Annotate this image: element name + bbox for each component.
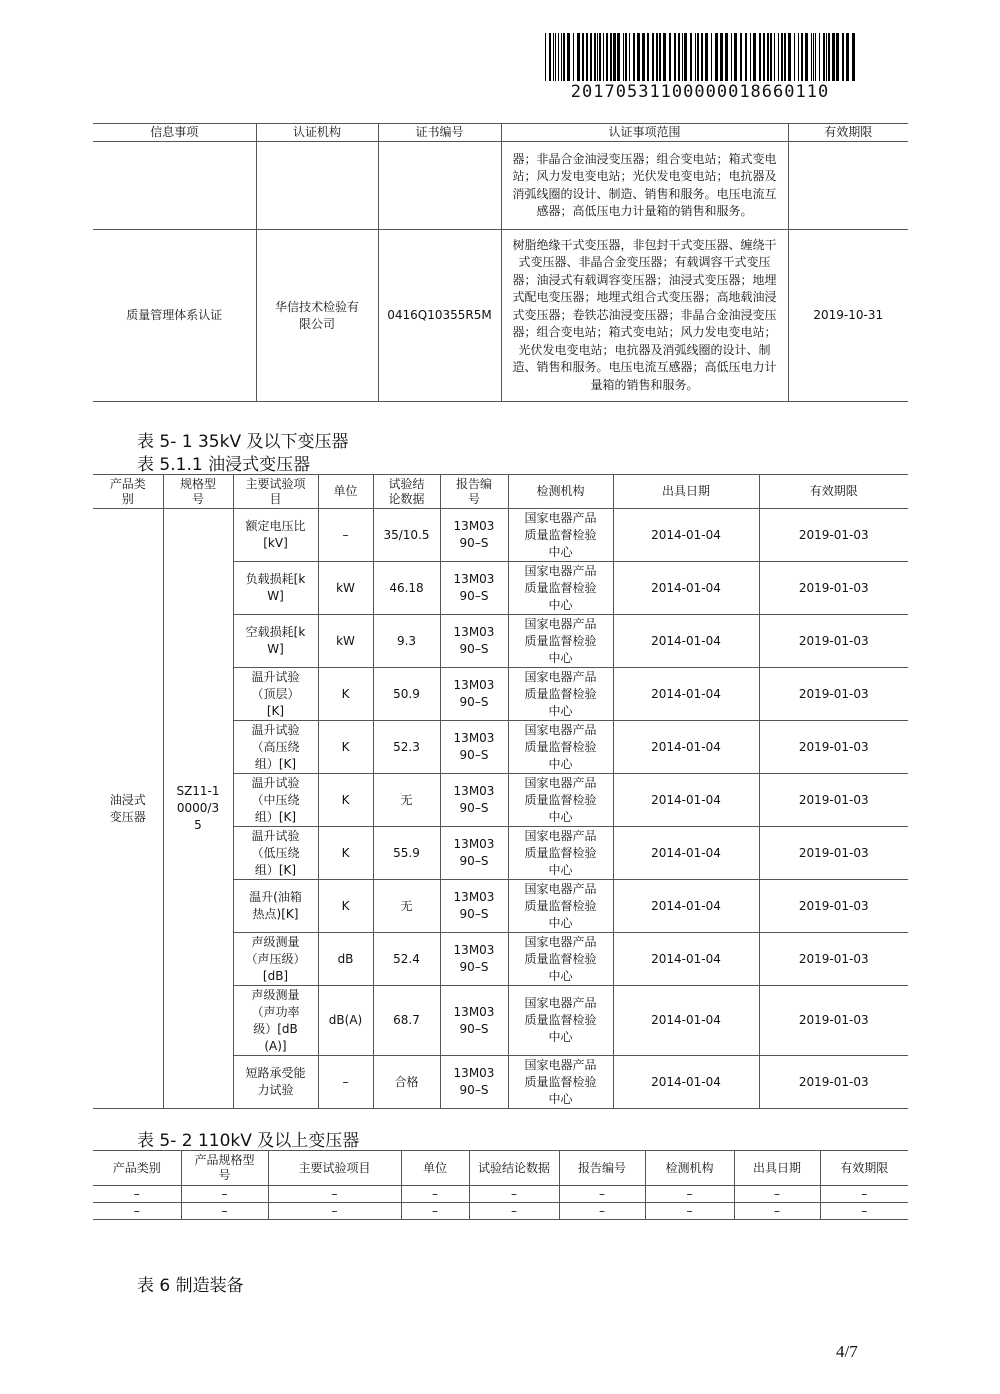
header-cell: 证书编号 bbox=[378, 124, 501, 142]
barcode-bar bbox=[711, 33, 712, 81]
barcode-bar bbox=[767, 33, 769, 81]
header-unit: 单位 bbox=[318, 475, 373, 509]
table-header-row bbox=[93, 1151, 908, 1186]
barcode-bar bbox=[603, 33, 604, 81]
barcode-bar bbox=[561, 33, 562, 81]
barcode-bar bbox=[555, 33, 556, 81]
unit-cell: K bbox=[318, 774, 373, 827]
unit-cell: dB(A) bbox=[318, 986, 373, 1056]
barcode-bar bbox=[819, 33, 820, 81]
barcode-bar bbox=[781, 33, 783, 81]
result-cell: 50.9 bbox=[373, 668, 440, 721]
barcode-bar bbox=[597, 33, 598, 81]
test-org-cell: 国家电器产品质量监督检验中心 bbox=[508, 774, 613, 827]
barcode-bar bbox=[553, 33, 554, 81]
header-unit: 单位 bbox=[401, 1151, 469, 1186]
barcode-bar bbox=[715, 33, 718, 81]
report-number-cell: 13M0390–S bbox=[440, 774, 508, 827]
barcode-bar bbox=[563, 33, 565, 81]
valid-until-cell: 2019-10-31 bbox=[788, 230, 908, 402]
cert-number-cell bbox=[378, 142, 501, 230]
empty-value-cell: – bbox=[181, 1186, 268, 1203]
empty-value-cell: – bbox=[820, 1186, 908, 1203]
barcode-bar bbox=[590, 33, 592, 81]
barcode-bar bbox=[613, 33, 616, 81]
header-test-org: 检测机构 bbox=[645, 1151, 734, 1186]
barcode-bar bbox=[617, 33, 620, 81]
barcode-number: 20170531100000018660110 bbox=[570, 82, 830, 102]
table-header-row bbox=[93, 475, 908, 509]
issue-date-cell: 2014-01-04 bbox=[613, 668, 759, 721]
barcode-bar bbox=[826, 33, 827, 81]
valid-until-cell: 2019-01-03 bbox=[759, 774, 908, 827]
barcode-bar bbox=[678, 33, 680, 81]
issue-date-cell: 2014-01-04 bbox=[613, 1056, 759, 1109]
barcode-bar bbox=[549, 33, 551, 81]
issue-date-cell: 2014-01-04 bbox=[613, 880, 759, 933]
barcode-bar bbox=[836, 33, 839, 81]
table-row bbox=[93, 1186, 908, 1203]
barcode-bar bbox=[745, 33, 747, 81]
test-org-cell: 国家电器产品质量监督检验中心 bbox=[508, 668, 613, 721]
barcode-bar bbox=[763, 33, 765, 81]
test-item-cell: 声级测量（声功率级）[dB(A)] bbox=[233, 986, 318, 1056]
barcode-bar bbox=[720, 33, 723, 81]
info-item-cell bbox=[93, 142, 256, 230]
barcode-bar bbox=[545, 33, 546, 81]
valid-until-cell: 2019-01-03 bbox=[759, 721, 908, 774]
caption-table-5-2: 表 5- 2 110kV 及以上变压器 bbox=[137, 1131, 360, 1151]
caption-table-6: 表 6 制造装备 bbox=[137, 1276, 244, 1296]
empty-value-cell: – bbox=[268, 1186, 401, 1203]
test-org-cell: 国家电器产品质量监督检验中心 bbox=[508, 933, 613, 986]
header-cell: 认证事项范围 bbox=[501, 124, 788, 142]
barcode-bar bbox=[610, 33, 612, 81]
report-number-cell: 13M0390–S bbox=[440, 986, 508, 1056]
barcode-bar bbox=[558, 33, 559, 81]
unit-cell: dB bbox=[318, 933, 373, 986]
valid-until-cell: 2019-01-03 bbox=[759, 986, 908, 1056]
empty-value-cell: – bbox=[93, 1186, 181, 1203]
result-cell: 55.9 bbox=[373, 827, 440, 880]
issue-date-cell: 2014-01-04 bbox=[613, 615, 759, 668]
valid-until-cell: 2019-01-03 bbox=[759, 668, 908, 721]
test-item-cell: 温升试验（中压绕组）[K] bbox=[233, 774, 318, 827]
barcode-bar bbox=[697, 33, 699, 81]
barcode-bar bbox=[842, 33, 844, 81]
report-number-cell: 13M0390–S bbox=[440, 668, 508, 721]
barcode-bar bbox=[753, 33, 756, 81]
cert-scope-cell: 树脂绝缘干式变压器，非包封干式变压器、缠绕干式变压器、非晶合金变压器；有载调容干式变压器；油浸式有载调容变压器；油浸式变压器；地埋式配电变压器；地埋式组合式变压器；高地载油浸式变压器；卷铁芯油浸变压器；非晶合金油浸变压器；组合变电站；箱式变电站；风力发电变电站；光伏发电变电站；电抗器及消弧线圈的设计、制造、销售和服务。电压电流互感器；高低压电力计量箱的销售和服务。 bbox=[501, 230, 788, 402]
barcode-bar bbox=[701, 33, 703, 81]
empty-value-cell: – bbox=[268, 1203, 401, 1220]
barcode-bar bbox=[798, 33, 799, 81]
barcode-bar bbox=[740, 33, 742, 81]
test-org-cell: 国家电器产品质量监督检验中心 bbox=[508, 615, 613, 668]
table-row bbox=[93, 1203, 908, 1220]
barcode-bar bbox=[577, 33, 580, 81]
empty-value-cell: – bbox=[401, 1203, 469, 1220]
table-row bbox=[93, 142, 908, 230]
barcode-bar bbox=[599, 33, 601, 81]
barcode bbox=[545, 33, 857, 81]
barcode-bar bbox=[637, 33, 640, 81]
test-item-cell: 负载损耗[kW] bbox=[233, 562, 318, 615]
barcode-bar bbox=[606, 33, 608, 81]
test-item-cell: 温升(油箱热点)[K] bbox=[233, 880, 318, 933]
issue-date-cell: 2014-01-04 bbox=[613, 933, 759, 986]
caption-table-5-1: 表 5- 1 35kV 及以下变压器 bbox=[137, 432, 349, 452]
barcode-bar bbox=[629, 33, 630, 81]
valid-until-cell: 2019-01-03 bbox=[759, 880, 908, 933]
issue-date-cell: 2014-01-04 bbox=[613, 721, 759, 774]
unit-cell: K bbox=[318, 721, 373, 774]
report-number-cell: 13M0390–S bbox=[440, 880, 508, 933]
barcode-bar bbox=[684, 33, 687, 81]
unit-cell: – bbox=[318, 1056, 373, 1109]
barcode-bar bbox=[674, 33, 676, 81]
valid-until-cell: 2019-01-03 bbox=[759, 615, 908, 668]
empty-value-cell: – bbox=[401, 1186, 469, 1203]
barcode-bar bbox=[625, 33, 627, 81]
header-test-item: 主要试验项目 bbox=[233, 475, 318, 509]
test-item-cell: 额定电压比[kV] bbox=[233, 509, 318, 562]
barcode-bar bbox=[784, 33, 786, 81]
caption-table-5-1-1: 表 5.1.1 油浸式变压器 bbox=[137, 455, 311, 475]
unit-cell: K bbox=[318, 880, 373, 933]
empty-value-cell: – bbox=[93, 1203, 181, 1220]
header-result: 试验结论数据 bbox=[469, 1151, 559, 1186]
cert-org-cell bbox=[256, 142, 378, 230]
test-org-cell: 国家电器产品质量监督检验中心 bbox=[508, 986, 613, 1056]
barcode-bar bbox=[573, 33, 574, 81]
cert-number-cell: 0416Q10355R5M bbox=[378, 230, 501, 402]
report-number-cell: 13M0390–S bbox=[440, 509, 508, 562]
barcode-bar bbox=[788, 33, 791, 81]
report-number-cell: 13M0390–S bbox=[440, 562, 508, 615]
header-issue-date: 出具日期 bbox=[734, 1151, 820, 1186]
empty-value-cell: – bbox=[734, 1203, 820, 1220]
barcode-bar bbox=[815, 33, 816, 81]
barcode-bar bbox=[695, 33, 696, 81]
report-number-cell: 13M0390–S bbox=[440, 615, 508, 668]
header-product-type: 产品类别 bbox=[93, 475, 163, 509]
empty-value-cell: – bbox=[559, 1203, 645, 1220]
header-cell: 信息事项 bbox=[93, 124, 256, 142]
header-issue-date: 出具日期 bbox=[613, 475, 759, 509]
result-cell: 9.3 bbox=[373, 615, 440, 668]
result-cell: 52.3 bbox=[373, 721, 440, 774]
test-item-cell: 空载损耗[kW] bbox=[233, 615, 318, 668]
test-item-cell: 短路承受能力试验 bbox=[233, 1056, 318, 1109]
issue-date-cell: 2014-01-04 bbox=[613, 986, 759, 1056]
issue-date-cell: 2014-01-04 bbox=[613, 827, 759, 880]
unit-cell: – bbox=[318, 509, 373, 562]
valid-until-cell: 2019-01-03 bbox=[759, 1056, 908, 1109]
empty-value-cell: – bbox=[820, 1203, 908, 1220]
oil-transformer-test-table bbox=[93, 474, 908, 1109]
header-test-org: 检测机构 bbox=[508, 475, 613, 509]
result-cell: 52.4 bbox=[373, 933, 440, 986]
test-org-cell: 国家电器产品质量监督检验中心 bbox=[508, 1056, 613, 1109]
cert-scope-cell: 器；非晶合金油浸变压器；组合变电站；箱式变电站；风力发电变电站；光伏发电变电站；电抗器及消弧线圈的设计、制造、销售和服务。电压电流互感器；高低压电力计量箱的销售和服务。 bbox=[501, 142, 788, 230]
barcode-bar bbox=[647, 33, 649, 81]
unit-cell: K bbox=[318, 668, 373, 721]
valid-until-cell: 2019-01-03 bbox=[759, 827, 908, 880]
unit-cell: kW bbox=[318, 562, 373, 615]
barcode-bar bbox=[682, 33, 683, 81]
barcode-bar bbox=[774, 33, 775, 81]
header-report-no: 报告编号 bbox=[559, 1151, 645, 1186]
unit-cell: K bbox=[318, 827, 373, 880]
barcode-bar bbox=[778, 33, 779, 81]
barcode-bar bbox=[659, 33, 661, 81]
barcode-bar bbox=[633, 33, 635, 81]
unit-cell: kW bbox=[318, 615, 373, 668]
table-row bbox=[93, 509, 908, 562]
cert-org-cell: 华信技术检验有限公司 bbox=[256, 230, 378, 402]
result-cell: 35/10.5 bbox=[373, 509, 440, 562]
empty-value-cell: – bbox=[559, 1186, 645, 1203]
barcode-bar bbox=[656, 33, 658, 81]
barcode-bar bbox=[642, 33, 645, 81]
barcode-bar bbox=[811, 33, 812, 81]
report-number-cell: 13M0390–S bbox=[440, 827, 508, 880]
info-item-cell: 质量管理体系认证 bbox=[93, 230, 256, 402]
empty-value-cell: – bbox=[469, 1203, 559, 1220]
page-number: 4/7 bbox=[836, 1342, 858, 1361]
barcode-bar bbox=[652, 33, 654, 81]
test-item-cell: 温升试验（顶层）[K] bbox=[233, 668, 318, 721]
empty-value-cell: – bbox=[645, 1186, 734, 1203]
test-item-cell: 温升试验（低压绕组）[K] bbox=[233, 827, 318, 880]
header-product-type: 产品类别 bbox=[93, 1151, 181, 1186]
valid-until-cell: 2019-01-03 bbox=[759, 562, 908, 615]
barcode-bar bbox=[731, 33, 732, 81]
empty-value-cell: – bbox=[645, 1203, 734, 1220]
barcode-bar bbox=[828, 33, 830, 81]
table-header-row bbox=[93, 124, 908, 142]
header-model: 规格型号 bbox=[163, 475, 233, 509]
empty-value-cell: – bbox=[181, 1203, 268, 1220]
test-org-cell: 国家电器产品质量监督检验中心 bbox=[508, 880, 613, 933]
issue-date-cell: 2014-01-04 bbox=[613, 509, 759, 562]
barcode-bar bbox=[750, 33, 751, 81]
result-cell: 68.7 bbox=[373, 986, 440, 1056]
empty-value-cell: – bbox=[734, 1186, 820, 1203]
result-cell: 46.18 bbox=[373, 562, 440, 615]
result-cell: 无 bbox=[373, 774, 440, 827]
barcode-bar bbox=[794, 33, 795, 81]
report-number-cell: 13M0390–S bbox=[440, 1056, 508, 1109]
empty-value-cell: – bbox=[469, 1186, 559, 1203]
valid-until-cell bbox=[788, 142, 908, 230]
barcode-bar bbox=[586, 33, 588, 81]
valid-until-cell: 2019-01-03 bbox=[759, 509, 908, 562]
header-test-item: 主要试验项目 bbox=[268, 1151, 401, 1186]
test-org-cell: 国家电器产品质量监督检验中心 bbox=[508, 827, 613, 880]
barcode-bar bbox=[759, 33, 761, 81]
barcode-bar bbox=[705, 33, 708, 81]
barcode-bar bbox=[567, 33, 570, 81]
barcode-bar bbox=[770, 33, 772, 81]
barcode-bar bbox=[852, 33, 855, 81]
barcode-bar bbox=[725, 33, 728, 81]
barcode-bar bbox=[623, 33, 624, 81]
test-org-cell: 国家电器产品质量监督检验中心 bbox=[508, 509, 613, 562]
barcode-bar bbox=[690, 33, 692, 81]
barcode-bar bbox=[823, 33, 825, 81]
issue-date-cell: 2014-01-04 bbox=[613, 562, 759, 615]
valid-until-cell: 2019-01-03 bbox=[759, 933, 908, 986]
product-type-cell: 油浸式变压器 bbox=[93, 509, 163, 1109]
hv-transformer-test-table bbox=[93, 1150, 908, 1220]
barcode-bar bbox=[805, 33, 808, 81]
barcode-bar bbox=[734, 33, 737, 81]
model-cell: SZ11-10000/35 bbox=[163, 509, 233, 1109]
table-row bbox=[93, 230, 908, 402]
barcode-bar bbox=[594, 33, 596, 81]
barcode-bar bbox=[582, 33, 584, 81]
test-org-cell: 国家电器产品质量监督检验中心 bbox=[508, 721, 613, 774]
issue-date-cell: 2014-01-04 bbox=[613, 774, 759, 827]
header-valid-until: 有效期限 bbox=[820, 1151, 908, 1186]
header-result: 试验结论数据 bbox=[373, 475, 440, 509]
header-cell: 认证机构 bbox=[256, 124, 378, 142]
barcode-bar bbox=[813, 33, 814, 81]
result-cell: 无 bbox=[373, 880, 440, 933]
header-report-no: 报告编号 bbox=[440, 475, 508, 509]
header-model: 产品规格型号 bbox=[181, 1151, 268, 1186]
barcode-bar bbox=[832, 33, 835, 81]
barcode-bar bbox=[663, 33, 666, 81]
report-number-cell: 13M0390–S bbox=[440, 721, 508, 774]
test-item-cell: 温升试验（高压绕组）[K] bbox=[233, 721, 318, 774]
test-item-cell: 声级测量（声压级）[dB] bbox=[233, 933, 318, 986]
header-valid-until: 有效期限 bbox=[759, 475, 908, 509]
report-number-cell: 13M0390–S bbox=[440, 933, 508, 986]
barcode-bar bbox=[846, 33, 849, 81]
test-org-cell: 国家电器产品质量监督检验中心 bbox=[508, 562, 613, 615]
barcode-bar bbox=[669, 33, 671, 81]
result-cell: 合格 bbox=[373, 1056, 440, 1109]
barcode-bar bbox=[801, 33, 803, 81]
certification-table bbox=[93, 123, 908, 402]
header-cell: 有效期限 bbox=[788, 124, 908, 142]
